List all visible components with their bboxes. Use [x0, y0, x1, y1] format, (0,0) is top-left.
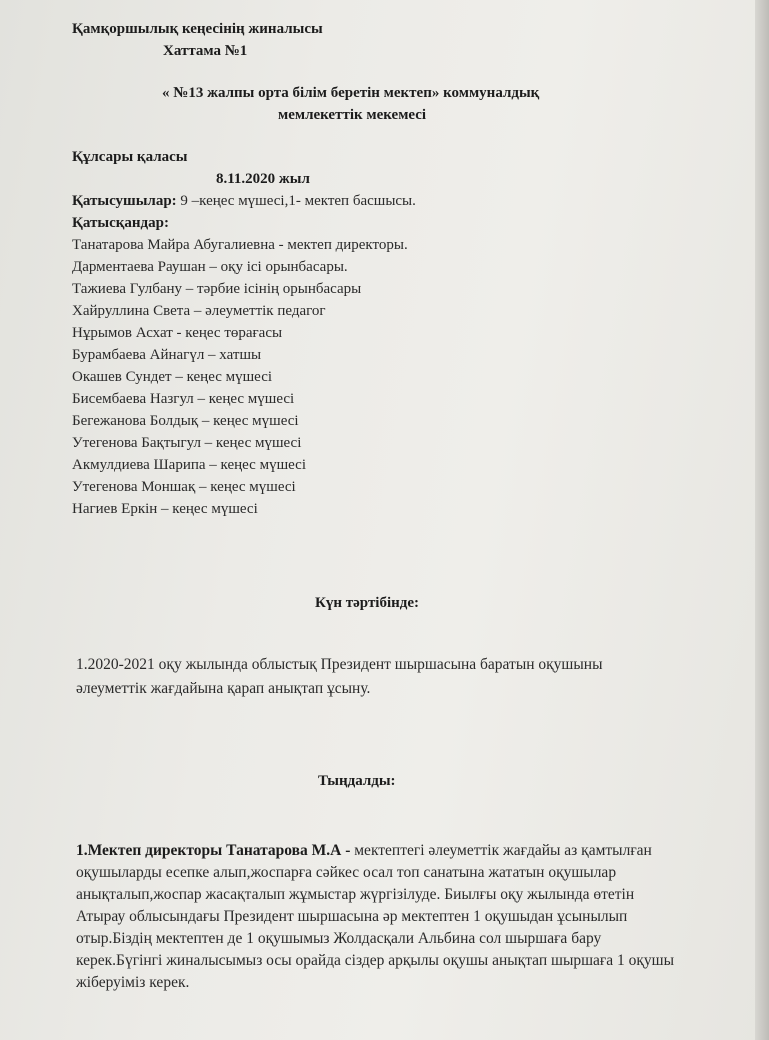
school-name-line1: « №13 жалпы орта білім беретін мектеп» коммуналдық — [162, 85, 540, 101]
heard-line: жіберуіміз керек. — [76, 974, 190, 991]
heard-line: Атырау облысындағы Президент шыршасына әр мектептен 1 оқушыдан ұсынылып — [76, 908, 628, 925]
attendee-item: Утегенова Бақтыгул – кеңес мүшесі — [72, 435, 302, 451]
attendee-item: Бисембаева Назгул – кеңес мүшесі — [72, 391, 295, 407]
attendee-item: Бурамбаева Айнагүл – хатшы — [72, 347, 262, 363]
attendee-item: Бегежанова Болдық – кеңес мүшесі — [72, 413, 299, 429]
attendee-item: Танатарова Майра Абугалиевна - мектеп директоры. — [72, 237, 408, 253]
heard-line: оқушыларды есепке алып,жоспарға сәйкес осал топ санатына жататын оқушылар — [76, 864, 617, 881]
paper-edge-shadow — [755, 0, 769, 1040]
attendee-item: Хайруллина Света – әлеуметтік педагог — [72, 303, 326, 319]
attendee-item: Нұрымов Асхат - кеңес төрағасы — [72, 325, 283, 341]
heard-line: отыр.Біздің мектептен де 1 оқушымыз Жолдасқали Альбина сол шыршаға бару — [76, 930, 602, 947]
attendee-item: Окашев Сундет – кеңес мүшесі — [72, 369, 273, 385]
participants-line — [72, 192, 416, 210]
heard-line-1: 1.Мектеп директоры Танатарова М.А - мектептегі әлеуметтік жағдайы аз қамтылған — [76, 842, 652, 859]
protocol-number: Хаттама №1 — [163, 43, 248, 59]
heard-line: анықталып,жоспар жасақталып жұмыстар жүргізілуде. Биылғы оқу жылында өтетін — [76, 886, 635, 903]
school-name-line2: мемлекеттік мекемесі — [278, 107, 427, 123]
attendee-item: Акмулдиева Шарипа – кеңес мүшесі — [72, 457, 306, 473]
participants-value: 9 –кеңес мүшесі,1- мектеп басшысы. — [176, 193, 416, 209]
attendee-item: Утегенова Моншақ – кеңес мүшесі — [72, 479, 296, 495]
city-name: Құлсары қаласы — [72, 149, 188, 165]
attendee-item: Тажиева Гулбану – тәрбие ісінің орынбасары — [72, 281, 362, 297]
meeting-date: 8.11.2020 жыл — [216, 171, 310, 187]
heard-heading: Тыңдалды: — [318, 773, 396, 789]
agenda-item-line2: әлеуметтік жағдайына қарап анықтап ұсыну. — [76, 680, 371, 697]
council-meeting-title: Қамқоршылық кеңесінің жиналысы — [72, 21, 323, 37]
attendees-label: Қатысқандар: — [72, 215, 169, 231]
speaker-name: 1.Мектеп директоры Танатарова М.А - — [76, 842, 355, 859]
heard-line: керек.Бүгінгі жиналысымыз осы орайда сіздер арқылы оқушы анықтап шыршаға 1 оқушы — [76, 952, 675, 969]
agenda-item-line1: 1.2020-2021 оқу жылында облыстық Президент шыршасына баратын оқушыны — [76, 656, 603, 673]
attendee-item: Нагиев Еркін – кеңес мүшесі — [72, 501, 258, 517]
agenda-heading: Күн тәртібінде: — [315, 595, 420, 611]
attendee-item: Дарментаева Раушан – оқу ісі орынбасары. — [72, 259, 348, 275]
participants-label: Қатысушылар: — [72, 193, 177, 209]
